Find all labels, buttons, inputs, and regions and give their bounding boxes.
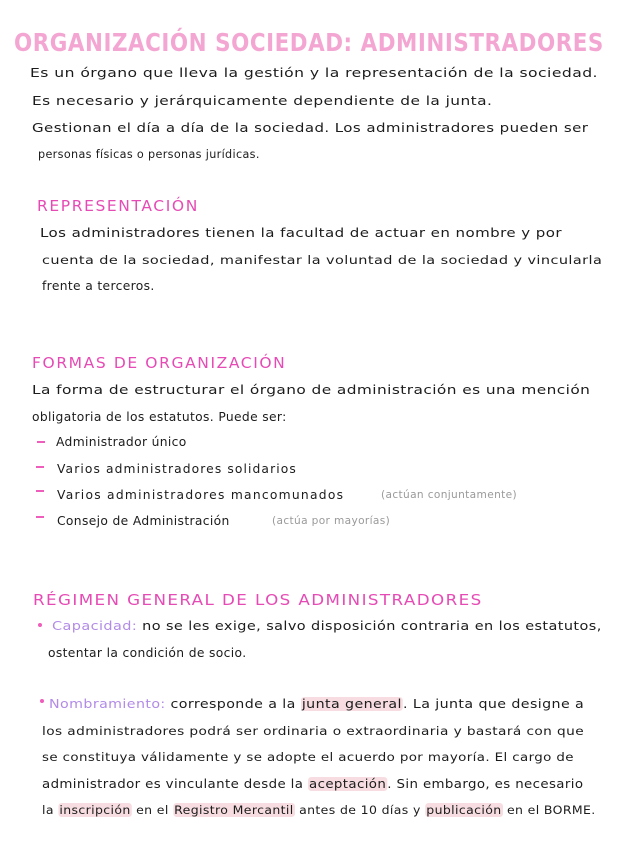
dash-bullet-icon: [37, 441, 45, 443]
bullet-dot-icon: [38, 623, 42, 627]
forma-item-4: Consejo de Administración: [57, 514, 230, 528]
formas-line-2: obligatoria de los estatutos. Puede ser:: [32, 410, 287, 424]
nombramiento-term: Nombramiento:: [49, 697, 166, 711]
capacidad-text: no se les exige, salvo disposición contraria en los estatutos,: [142, 619, 602, 633]
highlight-publicacion: publicación: [426, 803, 502, 817]
nombramiento-line-4: [42, 777, 583, 791]
text-fragment: . La junta que designe a: [403, 697, 585, 711]
capacidad-term: Capacidad:: [52, 619, 138, 633]
forma-item-3-note: (actúan conjuntamente): [381, 489, 517, 501]
highlight-aceptacion: aceptación: [309, 777, 387, 791]
forma-item-3: Varios administradores mancomunados: [57, 488, 345, 502]
representacion-line-1: Los administradores tienen la facultad de actuar en nombre y por: [40, 226, 563, 240]
text-fragment: antes de 10 días y: [299, 803, 421, 817]
nombramiento-line-3: se constituya válidamente y se adopte el acuerdo por mayoría. El cargo de: [42, 750, 574, 764]
highlight-registro-mercantil: Registro Mercantil: [174, 803, 294, 817]
section-heading-formas: FORMAS DE ORGANIZACIÓN: [32, 354, 287, 372]
dash-bullet-icon: [36, 466, 44, 468]
representacion-line-2: cuenta de la sociedad, manifestar la voluntad de la sociedad y vincularla: [42, 253, 603, 267]
nombramiento-line-2: los administradores podrá ser ordinaria o extraordinaria y bastará con que: [42, 724, 585, 738]
section-heading-representacion: REPRESENTACIÓN: [37, 197, 199, 215]
representacion-line-3: frente a terceros.: [42, 279, 155, 293]
intro-line-2: Es necesario y jerárquicamente dependiente de la junta.: [32, 94, 493, 108]
forma-item-2: Varios administradores solidarios: [57, 462, 297, 476]
nombramiento-line-1: [49, 697, 584, 711]
highlight-inscripcion: inscripción: [59, 803, 131, 817]
formas-line-1: La forma de estructurar el órgano de administración es una mención: [32, 383, 591, 397]
text-fragment: . Sin embargo, es necesario: [387, 777, 584, 791]
capacidad-line-2: ostentar la condición de socio.: [48, 646, 247, 660]
forma-item-4-note: (actúa por mayorías): [272, 515, 391, 527]
dash-bullet-icon: [36, 516, 44, 518]
intro-line-1: Es un órgano que lleva la gestión y la representación de la sociedad.: [30, 66, 598, 80]
text-fragment: corresponde a la: [170, 697, 296, 711]
section-heading-regimen: RÉGIMEN GENERAL DE LOS ADMINISTRADORES: [33, 591, 483, 609]
forma-item-1: Administrador único: [56, 435, 187, 449]
dash-bullet-icon: [36, 490, 44, 492]
capacidad-line-1: [52, 619, 602, 633]
nombramiento-line-5: [42, 803, 596, 817]
bullet-dot-icon: [40, 699, 44, 703]
text-fragment: la: [42, 803, 54, 817]
intro-line-3: Gestionan el día a día de la sociedad. Los administradores pueden ser: [32, 121, 589, 135]
text-fragment: en el: [136, 803, 169, 817]
highlight-junta-general: junta general: [301, 697, 402, 711]
text-fragment: en el BORME.: [506, 803, 596, 817]
intro-line-4: personas físicas o personas jurídicas.: [38, 148, 260, 161]
page-title: ORGANIZACIÓN SOCIEDAD: ADMINISTRADORES: [14, 28, 604, 57]
text-fragment: administrador es vinculante desde la: [42, 777, 304, 791]
